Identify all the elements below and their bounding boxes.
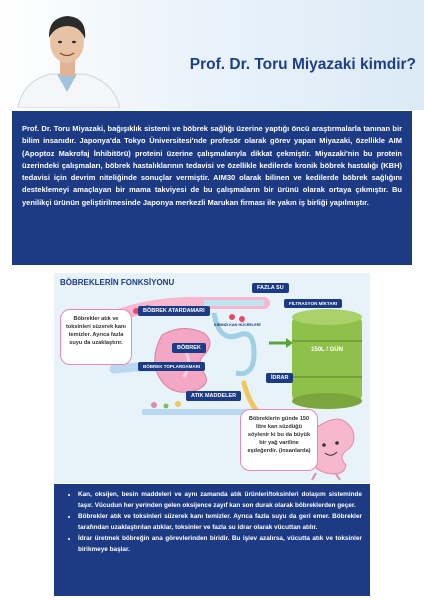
oil-drum-illustration [292, 309, 362, 409]
facts-panel [54, 484, 370, 596]
intro-paragraph: Prof. Dr. Toru Miyazaki, bağışıklık sistemi ve böbrek sağlığı üzerine yaptığı öncü araştırmalarla tanınan bir bilim insanıdır. Japonya'da Tokyo Üniversitesi'nde profesör olarak görev yapan Miyazaki, özellikle AIM (Apoptoz Makrofaj İnhibitörü) proteini üzerine çalışmalarıyla dikkat çekmiştir. Miyazaki'nin bu protein üzerindeki çalışmaları, böbrek hastalıklarının tedavisi ve özellikle kedilerde kronik böbrek hastalığı (KBH) tedavisi için devrim niteliğinde sonuçlar vermiştir. AIM30 olarak bilinen ve kedilerde böbrek sağlığını desteklemeyi amaçlayan bir mama takviyesi de bu çalışmaların bir ürünü olarak ortaya çıkmıştır. Bu yenilikçi ürünün geliştirilmesinde Japonya merkezli Marukan firması ile yakın iş birliği yapılmıştır. [22, 124, 402, 207]
label-kidney: BÖBREK [172, 343, 206, 353]
label-filtration: FİLTRASYON MİKTARI [284, 299, 342, 308]
infographic-title: BÖBREKLERİN FONKSİYONU [60, 278, 175, 287]
portrait-photo [10, 4, 125, 108]
page-title: Prof. Dr. Toru Miyazaki kimdir? [189, 56, 416, 73]
label-vein: BÖBREK TOPLARDAMARI [138, 362, 205, 371]
list-item: • Böbrekler atık ve toksinleri süzerek kanı temizler. Ayrıca fazla suyu da geri emer. Böbrekler tarafından uzaklaştırılan atıklar, toksinler ve fazla su idrar olarak vücuttan atılır. [78, 512, 362, 533]
kidney-function-infographic [54, 273, 370, 483]
label-excess-water: FAZLA SU [252, 283, 289, 293]
info-bubble-left: Böbrekler atık ve toksinleri süzerek kanı temizler. Ayrıca fazla suyu da uzaklaştırır. [60, 309, 132, 365]
info-bubble-right: Böbreklerin günde 150 litre kan süzdüğü söylenir ki bu da büyük bir yağ variline eşdeğerdir. (insanlarda) [240, 409, 318, 471]
header-banner [0, 0, 424, 110]
intro-panel [12, 111, 412, 265]
kidney-illustration [155, 328, 210, 392]
label-blood-cells: KIRMIZI KAN HÜCRELERİ [214, 323, 261, 327]
label-waste: ATIK MADDELER [186, 391, 241, 401]
label-urine: İDRAR [266, 373, 293, 383]
facts-list [72, 490, 362, 556]
list-item: • Kan, oksijen, besin maddeleri ve aynı zamanda atık ürünleri/toksinleri dolaşım sisteminde taşır. Vücudun her yerinden gelen oksijence zayıf kan son durak olarak böbreklerden geçer. [78, 490, 362, 511]
label-artery: BÖBREK ATARDAMARI [138, 306, 210, 316]
label-daily-volume: 150L / GÜN [311, 347, 343, 353]
list-item: • İdrar üretmek böbreğin ana görevlerinden biridir. Bu işlev azalırsa, vücutta atık ve toksinler birikmeye başlar. [78, 534, 362, 555]
